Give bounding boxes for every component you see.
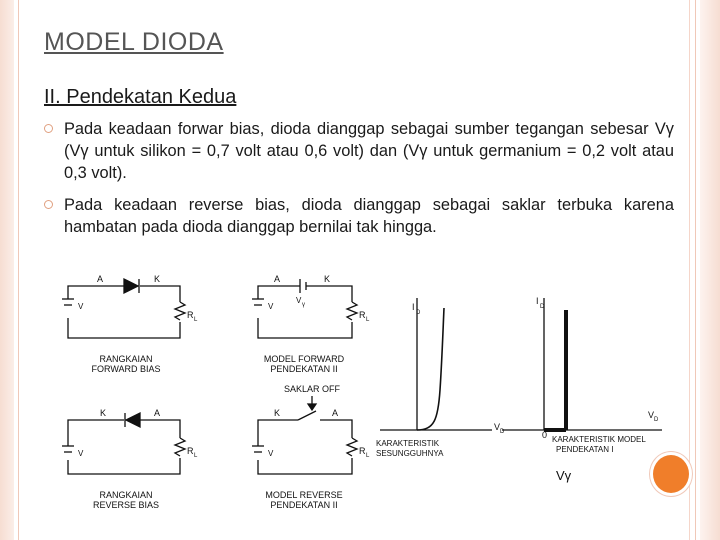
model-axis-id-sub: D bbox=[540, 304, 545, 310]
fwdm-label-vy: V bbox=[296, 296, 302, 305]
model-axis-vd: V bbox=[648, 410, 655, 420]
revm-label-a: A bbox=[332, 408, 339, 418]
left-frame-border bbox=[0, 0, 14, 540]
revm-saklar-label: SAKLAR OFF bbox=[283, 384, 341, 394]
model-characteristic-graph bbox=[502, 298, 662, 430]
real-axis-id: I bbox=[412, 302, 415, 312]
bullet-text: Pada keadaan reverse bias, dioda dianggap sebagai saklar terbuka karena hambatan pada dioda dianggap bernilai tak hingga. bbox=[64, 196, 674, 236]
revm-label-v: V bbox=[268, 449, 274, 458]
left-frame-line bbox=[18, 0, 19, 540]
real-caption-2: SESUNGGUHNYA bbox=[376, 449, 444, 458]
fwdm-label-k: K bbox=[324, 274, 331, 284]
model-axis-vd-sub: D bbox=[654, 417, 659, 423]
fwdm-label-vy-sub: γ bbox=[302, 302, 305, 308]
bullet-text: Pada keadaan forwar bias, dioda dianggap sebagai sumber tegangan sebesar Vγ (Vγ untuk silikon = 0,7 volt atau 0,6 volt) dan (Vγ untuk germanium = 0,2 volt atau 0,3 volt). bbox=[64, 120, 674, 182]
fwd-label-a: A bbox=[97, 274, 104, 284]
rev-caption-2: REVERSE BIAS bbox=[92, 500, 160, 510]
bullet-list bbox=[44, 118, 674, 248]
slide-title: MODEL DIODA bbox=[44, 28, 224, 56]
real-characteristic-graph bbox=[380, 298, 492, 430]
rev-label-a: A bbox=[154, 408, 161, 418]
rev-label-r: R bbox=[187, 446, 194, 456]
rev-caption-1: RANGKAIAN bbox=[99, 490, 153, 500]
revm-label-r-sub: L bbox=[366, 453, 370, 459]
bullet-circle-icon bbox=[44, 200, 53, 209]
revm-caption-1: MODEL REVERSE bbox=[265, 490, 343, 500]
bullet-item-reverse bbox=[44, 194, 674, 238]
fwdm-caption-1: MODEL FORWARD bbox=[263, 354, 345, 364]
model-origin: 0 bbox=[542, 430, 548, 440]
fwdm-label-r: R bbox=[359, 310, 366, 320]
model-caption-2: PENDEKATAN I bbox=[556, 445, 614, 454]
rev-label-r-sub: L bbox=[194, 453, 198, 459]
fwd-label-r: R bbox=[187, 310, 194, 320]
real-axis-vd-sub: D bbox=[500, 429, 505, 435]
fwdm-caption-2: PENDEKATAN II bbox=[270, 364, 338, 374]
fwdm-label-r-sub: L bbox=[366, 317, 370, 323]
reverse-bias-circuit bbox=[62, 413, 185, 474]
real-caption-1: KARAKTERISTIK bbox=[376, 439, 440, 448]
fwd-label-r-sub: L bbox=[194, 317, 198, 323]
real-axis-id-sub: D bbox=[416, 310, 421, 316]
decorative-orange-circle bbox=[650, 452, 692, 496]
revm-caption-2: PENDEKATAN II bbox=[270, 500, 338, 510]
fwd-label-k: K bbox=[154, 274, 161, 284]
fwd-label-v: V bbox=[78, 302, 84, 311]
model-vgamma-label: Vγ bbox=[556, 468, 572, 483]
diode-figure-svg bbox=[62, 270, 692, 520]
fwd-caption-1: RANGKAIAN bbox=[99, 354, 153, 364]
diode-model-figure bbox=[62, 270, 692, 525]
bullet-circle-icon bbox=[44, 124, 53, 133]
fwd-caption-2: FORWARD BIAS bbox=[91, 364, 161, 374]
reverse-model-circuit bbox=[252, 396, 357, 474]
bullet-item-forward bbox=[44, 118, 674, 184]
fwdm-label-a: A bbox=[274, 274, 281, 284]
model-axis-id: I bbox=[536, 296, 539, 306]
revm-label-k: K bbox=[274, 408, 281, 418]
right-frame-border bbox=[700, 0, 720, 540]
model-caption-1: KARAKTERISTIK MODEL bbox=[552, 435, 646, 444]
rev-label-k: K bbox=[100, 408, 107, 418]
real-axis-vd: V bbox=[494, 422, 501, 432]
fwdm-label-v: V bbox=[268, 302, 274, 311]
right-frame-line bbox=[695, 0, 696, 540]
revm-label-r: R bbox=[359, 446, 366, 456]
slide-subtitle: II. Pendekatan Kedua bbox=[44, 86, 237, 108]
rev-label-v: V bbox=[78, 449, 84, 458]
